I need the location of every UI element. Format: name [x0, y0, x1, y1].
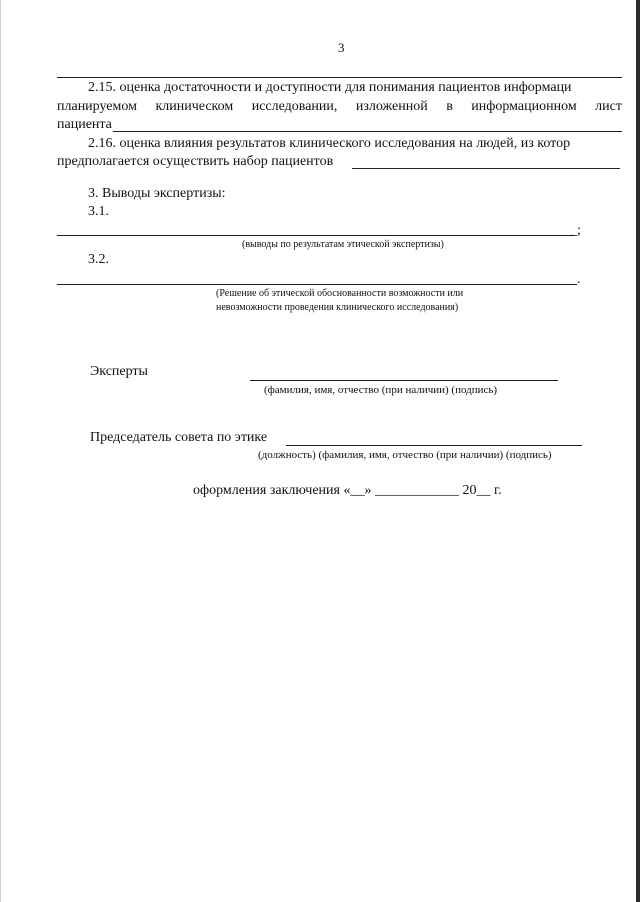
date-middle: » ____________ 20	[364, 483, 477, 498]
experts-signature-line	[250, 380, 558, 381]
conclusion-3-2-caption-line2: невозможности проведения клинического исследования)	[216, 302, 459, 313]
scan-edge-left	[0, 0, 1, 902]
conclusion-3-1-label: 3.1.	[88, 204, 109, 219]
conclusion-3-2-label: 3.2.	[88, 252, 109, 267]
top-rule	[57, 77, 622, 78]
item-2-15-line1: 2.15. оценка достаточности и доступности для понимания пациентов информаци	[88, 80, 572, 95]
scan-edge-right	[636, 0, 640, 902]
date-suffix: г.	[490, 483, 502, 498]
experts-caption: (фамилия, имя, отчество (при наличии) (подпись)	[264, 384, 498, 396]
date-line	[193, 483, 502, 499]
conclusion-3-2-end: .	[577, 272, 581, 287]
conclusion-3-2-caption-line1: (Решение об этической обоснованности возможности или	[216, 288, 464, 299]
item-2-16-line1: 2.16. оценка влияния результатов клинического исследования на людей, из котор	[88, 136, 571, 151]
conclusion-3-1-end: _;	[570, 223, 581, 238]
item-2-16-blank-line	[352, 168, 620, 169]
item-2-15-blank-line	[113, 131, 622, 132]
date-prefix: оформления заключения «	[193, 483, 351, 498]
item-2-15-line2: планируемом клиническом исследовании, изложенной в информационном лист	[57, 99, 622, 114]
item-2-15-line3: пациента	[57, 117, 112, 132]
conclusion-3-2-blank-line	[57, 284, 577, 285]
chairman-signature-line	[286, 445, 582, 446]
item-2-16-line2: предполагается осуществить набор пациентов	[57, 154, 334, 169]
date-day-blank: __	[350, 483, 365, 498]
conclusions-heading: 3. Выводы экспертизы:	[88, 186, 226, 201]
conclusion-3-1-caption: (выводы по результатам этической экспертизы)	[242, 239, 444, 250]
page-number: 3	[338, 40, 345, 55]
conclusion-3-1-blank-line	[57, 235, 575, 236]
chairman-label: Председатель совета по этике	[90, 430, 268, 445]
experts-label: Эксперты	[90, 364, 148, 379]
chairman-caption: (должность) (фамилия, имя, отчество (при наличии) (подпись)	[258, 449, 552, 461]
date-year-blank: __	[476, 483, 491, 498]
